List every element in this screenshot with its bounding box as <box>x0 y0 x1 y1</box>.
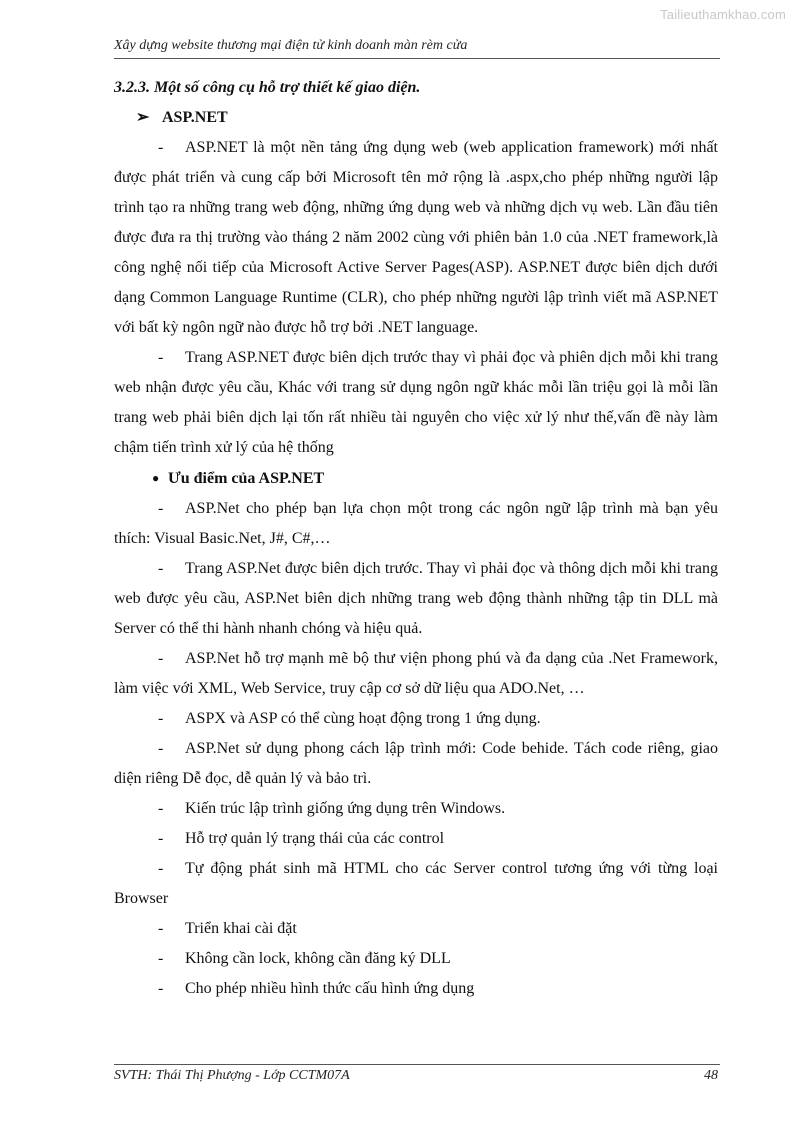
list-item <box>114 824 718 854</box>
page-number: 48 <box>704 1068 718 1083</box>
list-item-text: Triển khai cài đặt <box>185 920 297 937</box>
list-item-text: Kiến trúc lập trình giống ứng dụng trên Windows. <box>185 800 506 817</box>
list-item-text: Không cần lock, không cần đăng ký DLL <box>185 950 451 967</box>
header-divider <box>114 58 720 59</box>
dash-bullet: - <box>158 800 164 817</box>
paragraph <box>114 133 718 343</box>
page-body <box>114 73 718 1004</box>
round-bullet-icon: ● <box>152 471 160 485</box>
list-item-text: ASP.Net cho phép bạn lựa chọn một trong các ngôn ngữ lập trình mà bạn yêu thích: Visual Basic.Net, J#, C#,… <box>114 500 718 547</box>
dash-bullet: - <box>158 980 164 997</box>
running-header: Xây dựng website thương mại điện tử kinh doanh màn rèm cửa <box>114 38 468 53</box>
list-item-text: ASP.Net sử dụng phong cách lập trình mới: Code behide. Tách code riêng, giao diện riêng Dễ đọc, dễ quản lý và bảo trì. <box>114 740 718 787</box>
advantages-label: Ưu điểm của ASP.NET <box>168 470 325 487</box>
list-item-text: Tự động phát sinh mã HTML cho các Server control tương ứng với từng loại Browser <box>114 860 718 907</box>
advantages-heading <box>114 463 718 494</box>
subsection-label: ASP.NET <box>162 109 228 126</box>
dash-bullet: - <box>158 650 164 667</box>
arrow-bullet-icon: ➢ <box>136 109 150 126</box>
paragraph-text: ASP.NET là một nền tảng ứng dụng web (web application framework) mới nhất được phát triển và cung cấp bởi Microsoft tên mở rộng là .aspx,cho phép những người lập trình tạo ra những trang web động, những ứng dụng web và những dịch vụ web. Lần đầu tiên được đưa ra thị trường vào tháng 2 năm 2002 cùng với phiên bản 1.0 của .NET framework,là công nghệ nối tiếp của Microsoft Active Server Pages(ASP). ASP.NET được biên dịch dưới dạng Common Language Runtime (CLR), cho phép những người lập trình viết mã ASP.NET với bất kỳ ngôn ngữ nào được hỗ trợ bởi .NET language. <box>114 139 718 336</box>
section-title: 3.2.3. Một số công cụ hỗ trợ thiết kế giao diện. <box>114 79 421 96</box>
dash-bullet: - <box>158 740 164 757</box>
list-item <box>114 914 718 944</box>
list-item <box>114 794 718 824</box>
paragraph <box>114 343 718 463</box>
list-item <box>114 704 718 734</box>
list-item <box>114 734 718 794</box>
footer-divider <box>114 1064 720 1065</box>
dash-bullet: - <box>158 920 164 937</box>
watermark: Tailieuthamkhao.com <box>660 7 786 22</box>
list-item-text: Cho phép nhiều hình thức cấu hình ứng dụng <box>185 980 475 997</box>
dash-bullet: - <box>158 950 164 967</box>
list-item <box>114 554 718 644</box>
list-item-text: Trang ASP.Net được biên dịch trước. Thay vì phải đọc và thông dịch mỗi khi trang web được yêu cầu, ASP.Net biên dịch những trang web động thành những tập tin DLL mà Server có thể thi hành nhanh chóng và hiệu quả. <box>114 560 718 637</box>
list-item-text: ASP.Net hỗ trợ mạnh mẽ bộ thư viện phong phú và đa dạng của .Net Framework, làm việc với XML, Web Service, truy cập cơ sở dữ liệu qua ADO.Net, … <box>114 650 718 697</box>
list-item <box>114 644 718 704</box>
paragraph-text: Trang ASP.NET được biên dịch trước thay vì phải đọc và phiên dịch mỗi khi trang web nhận được yêu cầu, Khác với trang sử dụng ngôn ngữ khác mỗi lần triệu gọi là mỗi lần trang web phải biên dịch lại tốn rất nhiều tài nguyên cho việc xử lý như thế,vấn đề này làm chậm tiến trình xử lý của hệ thống <box>114 349 718 456</box>
dash-bullet: - <box>158 139 164 156</box>
dash-bullet: - <box>158 560 164 577</box>
subsection-heading <box>114 103 718 133</box>
list-item <box>114 854 718 914</box>
dash-bullet: - <box>158 349 164 366</box>
footer-author: SVTH: Thái Thị Phượng - Lớp CCTM07A <box>114 1068 350 1083</box>
list-item <box>114 944 718 974</box>
dash-bullet: - <box>158 710 164 727</box>
list-item-text: Hỗ trợ quản lý trạng thái của các control <box>185 830 445 847</box>
dash-bullet: - <box>158 860 164 877</box>
dash-bullet: - <box>158 500 164 517</box>
dash-bullet: - <box>158 830 164 847</box>
list-item <box>114 974 718 1004</box>
list-item <box>114 494 718 554</box>
list-item-text: ASPX và ASP có thể cùng hoạt động trong 1 ứng dụng. <box>185 710 541 727</box>
